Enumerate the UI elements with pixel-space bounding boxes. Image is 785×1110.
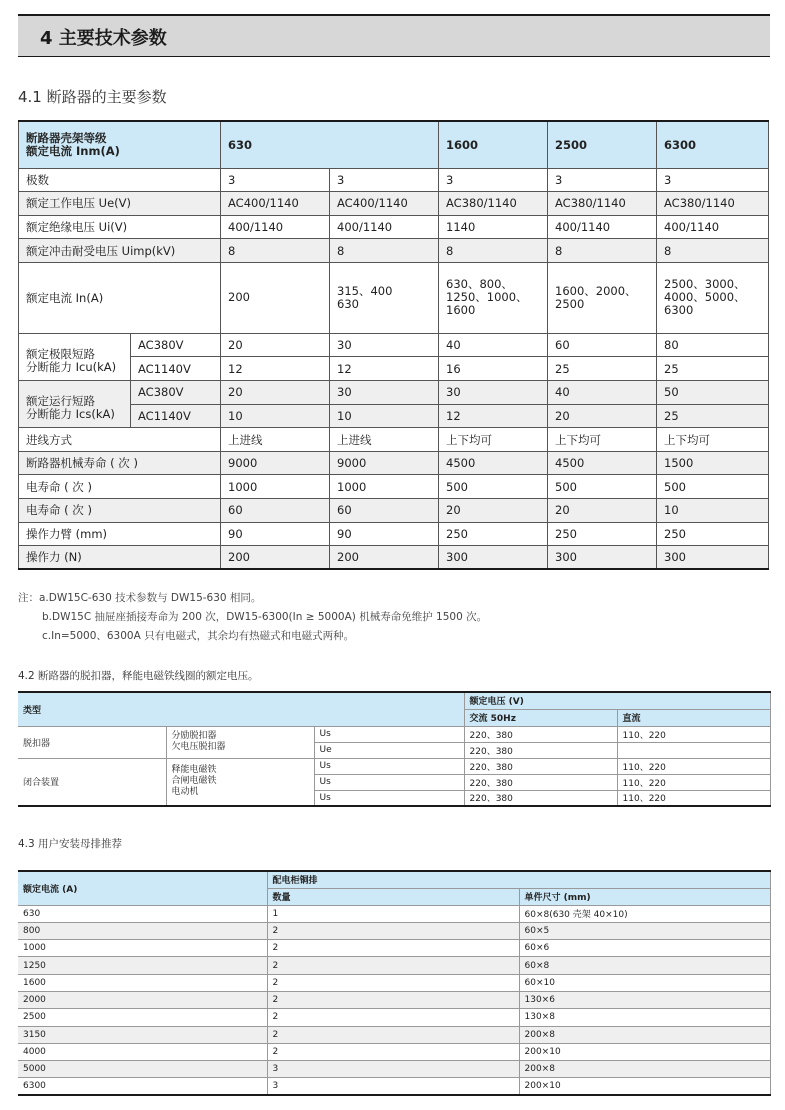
cell: Us [314,774,464,790]
table-row [19,333,769,357]
cell: 上进线 [221,428,330,452]
table-row [19,451,769,475]
cell-size: 200×10 [519,1078,770,1095]
cell-current: 1250 [18,957,267,974]
cell-current: 3150 [18,1026,267,1043]
cell-size: 130×8 [519,1009,770,1026]
cell: 220、380 [464,790,617,806]
cell-current: 630 [18,905,267,922]
cell: 300 [439,546,548,570]
cell: 3 [548,168,657,192]
table-header-row [19,121,769,168]
row-label-ics [19,381,131,428]
cell: 20 [548,499,657,523]
cell: Us [314,790,464,806]
cell: Us [314,726,464,742]
cell: 40 [439,333,548,357]
group-label: 闭合装置 [18,758,166,806]
table-row [18,974,770,991]
cell: 2500、3000、 4000、5000、 6300 [657,262,769,333]
cell-size: 60×10 [519,974,770,991]
cell: AC400/1140 [221,192,330,216]
table-row [19,428,769,452]
release-voltage-table [18,691,771,807]
cell: 9000 [221,451,330,475]
cell: 20 [548,404,657,428]
cell-qty: 2 [267,922,519,939]
cell: 4500 [548,451,657,475]
cell: 500 [548,475,657,499]
group-items [166,758,314,806]
cell: 上下均可 [548,428,657,452]
cell: 90 [221,522,330,546]
header-busbar: 配电柜铜排 [267,871,770,888]
row-label: 操作力臂 (mm) [19,522,221,546]
table-row [18,1061,770,1078]
cell: 25 [548,357,657,381]
busbar-table [18,870,771,1096]
header-rated-voltage: 额定电压 (V) [464,692,770,709]
cell: 250 [657,522,769,546]
item: 欠电压脱扣器 [171,742,226,752]
header-ac: 交流 50Hz [464,709,617,726]
sub-label: AC1140V [131,404,221,428]
cell: 300 [548,546,657,570]
cell-size: 200×10 [519,1043,770,1060]
cell: 10 [330,404,439,428]
cell: 300 [657,546,769,570]
table-row [18,726,770,742]
cell: 500 [439,475,548,499]
cell-current: 2000 [18,991,267,1008]
cell: 50 [657,381,769,405]
cell: 16 [439,357,548,381]
cell: 60 [221,499,330,523]
cell: 40 [548,381,657,405]
cell: 1500 [657,451,769,475]
cell: 250 [548,522,657,546]
cell: 9000 [330,451,439,475]
cell: 220、380 [464,774,617,790]
header-col-630: 630 [221,121,439,168]
cell-size: 60×8 [519,957,770,974]
item: 释能电磁铁 [171,765,217,776]
cell: 上进线 [330,428,439,452]
table-row [18,940,770,957]
table-row [19,239,769,263]
table-row [19,499,769,523]
subsection-4-3-title: 4.3 用户安装母排推荐 [18,838,123,850]
cell: 400/1140 [330,215,439,239]
table-row [19,168,769,192]
cell-current: 5000 [18,1061,267,1078]
cell: 60 [330,499,439,523]
section-header [18,14,770,57]
cell: 1140 [439,215,548,239]
cell: 8 [657,239,769,263]
cell: 250 [439,522,548,546]
cell-size: 130×6 [519,991,770,1008]
cell: 8 [221,239,330,263]
cell-size: 60×5 [519,922,770,939]
cell: AC380/1140 [657,192,769,216]
busbar-rows [18,905,770,1095]
header-col-6300: 6300 [657,121,769,168]
cell: 25 [657,357,769,381]
cell: 上下均可 [439,428,548,452]
note-b: b.DW15C 抽屉座插接寿命为 200 次，DW15-6300(In ≥ 5000A) 机械寿命免维护 1500 次。 [42,611,488,623]
cell-current: 4000 [18,1043,267,1060]
cell-current: 6300 [18,1078,267,1095]
cell-qty: 3 [267,1078,519,1095]
cell-size: 200×8 [519,1061,770,1078]
cell: 400/1140 [221,215,330,239]
cell-current: 1600 [18,974,267,991]
cell: 3 [657,168,769,192]
cell: 80 [657,333,769,357]
header-line1: 断路器壳架等级 [26,130,107,145]
header-line2: 额定电流 Inm(A) [26,143,120,158]
cell: 3 [221,168,330,192]
cell: AC380/1140 [548,192,657,216]
row-label: 极数 [19,168,221,192]
cell: 400/1140 [548,215,657,239]
label-line: 分断能力 Icu(kA) [26,359,117,374]
cell-size: 60×6 [519,940,770,957]
cell: 110、220 [617,726,770,742]
cell: 30 [330,381,439,405]
row-label: 操作力 (N) [19,546,221,570]
table-row [19,522,769,546]
row-label-icu [19,333,131,380]
cell: 12 [439,404,548,428]
item: 分励脱扣器 [171,731,217,741]
cell: 90 [330,522,439,546]
cell: 200 [221,546,330,570]
label-line: 额定运行短路 [26,394,95,409]
table-row [19,546,769,570]
table-row [19,192,769,216]
cell: 60 [548,333,657,357]
sub-label: AC380V [131,381,221,405]
cell: 220、380 [464,726,617,742]
cell-qty: 2 [267,1009,519,1026]
cell-qty: 2 [267,957,519,974]
table-row [19,404,769,428]
cell: 630、800、 1250、1000、 1600 [439,262,548,333]
cell: 220、380 [464,742,617,758]
cell-size: 60×8(630 壳架 40×10) [519,905,770,922]
table-row [18,758,770,774]
header-frame-label [19,121,221,168]
cell: AC380/1140 [439,192,548,216]
cell: 400/1140 [657,215,769,239]
header-dc: 直流 [617,709,770,726]
cell-qty: 3 [267,1061,519,1078]
cell: 315、400 630 [330,262,439,333]
table-row [19,475,769,499]
cell: 500 [657,475,769,499]
header-qty: 数量 [267,888,519,905]
section-title: 4 主要技术参数 [40,28,167,49]
group-items [166,726,314,758]
cell: 8 [548,239,657,263]
table-row [18,922,770,939]
cell: 30 [330,333,439,357]
row-label: 额定电流 In(A) [19,262,221,333]
header-col-1600: 1600 [439,121,548,168]
cell: 10 [221,404,330,428]
row-label: 额定冲击耐受电压 Uimp(kV) [19,239,221,263]
cell-size: 200×8 [519,1026,770,1043]
table-row [18,905,770,922]
cell: 200 [221,262,330,333]
header-current: 额定电流 (A) [18,871,267,905]
cell: 110、220 [617,758,770,774]
cell: 8 [439,239,548,263]
cell-qty: 2 [267,991,519,1008]
cell: AC400/1140 [330,192,439,216]
cell: 10 [657,499,769,523]
sub-label: AC1140V [131,357,221,381]
subsection-4-1-title: 4.1 断路器的主要参数 [18,88,167,106]
cell-qty: 2 [267,974,519,991]
cell: 20 [221,381,330,405]
label-line: 额定极限短路 [26,346,95,361]
cell: 上下均可 [657,428,769,452]
row-label: 额定工作电压 Ue(V) [19,192,221,216]
cell: 110、220 [617,774,770,790]
cell: 110、220 [617,790,770,806]
subsection-4-2-title: 4.2 断路器的脱扣器，释能电磁铁线圈的额定电压。 [18,670,259,682]
cell: 4500 [439,451,548,475]
sub-label: AC380V [131,333,221,357]
cell-qty: 1 [267,905,519,922]
cell: 220、380 [464,758,617,774]
cell: 3 [330,168,439,192]
header-type: 类型 [18,692,464,726]
cell: 3 [439,168,548,192]
cell: 1000 [221,475,330,499]
cell: 20 [439,499,548,523]
table-row [19,357,769,381]
cell: 12 [330,357,439,381]
cell: 12 [221,357,330,381]
note-a: 注：a.DW15C-630 技术参数与 DW15-630 相同。 [18,592,262,604]
table-row [19,262,769,333]
row-label: 断路器机械寿命 ( 次 ) [19,451,221,475]
table-row [18,1078,770,1095]
table-row [18,957,770,974]
cell: 200 [330,546,439,570]
row-label: 额定绝缘电压 Ui(V) [19,215,221,239]
table-row [19,215,769,239]
cell-current: 1000 [18,940,267,957]
item: 合闸电磁铁 [171,776,217,787]
cell: 25 [657,404,769,428]
cell: Us [314,758,464,774]
section-divider [18,56,770,57]
label-line: 分断能力 Ics(kA) [26,407,115,422]
row-label: 电寿命 ( 次 ) [19,499,221,523]
table-header-row [18,871,770,888]
header-size: 单件尺寸 (mm) [519,888,770,905]
breaker-parameters-table [18,120,769,570]
cell: 1000 [330,475,439,499]
cell-qty: 2 [267,1043,519,1060]
table-row [18,1043,770,1060]
table-row [18,1009,770,1026]
table-header-row [18,692,770,709]
table-row [19,381,769,405]
row-label: 进线方式 [19,428,221,452]
cell: 8 [330,239,439,263]
notes [18,589,487,646]
header-col-2500: 2500 [548,121,657,168]
cell-qty: 2 [267,1026,519,1043]
cell: Ue [314,742,464,758]
cell [617,742,770,758]
item: 电动机 [171,787,199,798]
cell-qty: 2 [267,940,519,957]
cell: 1600、2000、 2500 [548,262,657,333]
table-row [18,1026,770,1043]
cell: 20 [221,333,330,357]
row-label: 电寿命 ( 次 ) [19,475,221,499]
cell: 30 [439,381,548,405]
note-c: c.In=5000、6300A 只有电磁式，其余均有热磁式和电磁式两种。 [42,630,355,642]
cell-current: 800 [18,922,267,939]
table-row [18,991,770,1008]
cell-current: 2500 [18,1009,267,1026]
group-label: 脱扣器 [18,726,166,758]
